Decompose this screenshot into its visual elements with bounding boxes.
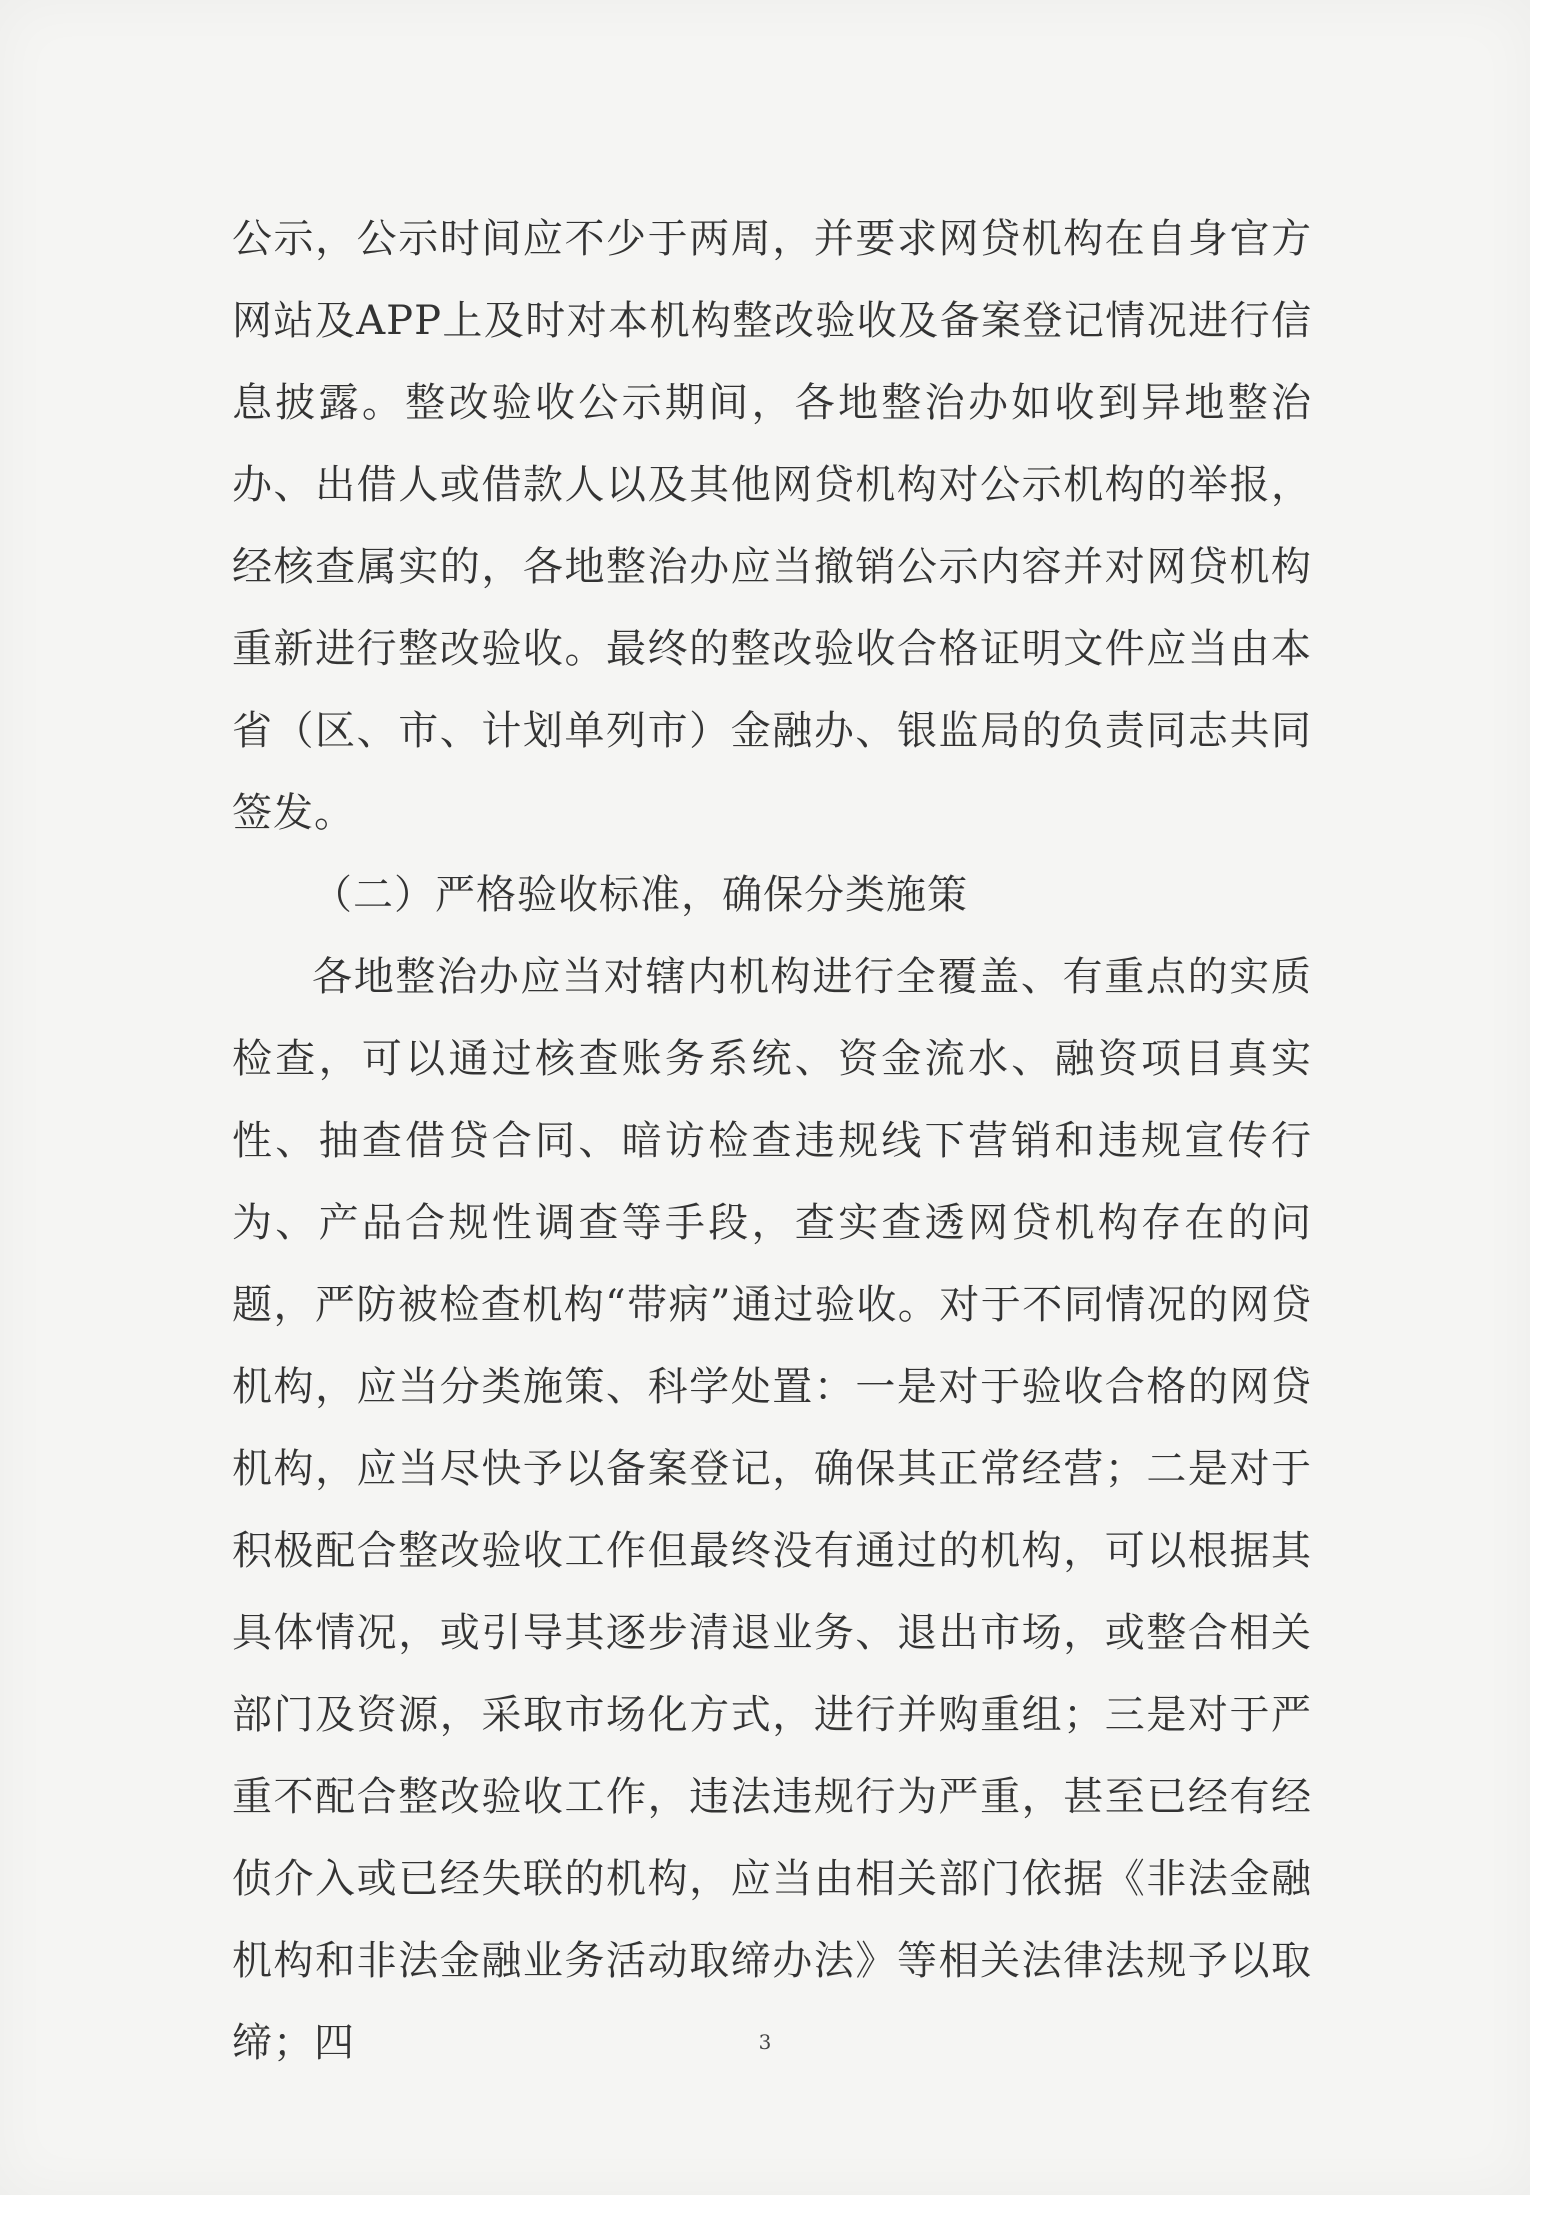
page-number: 3 xyxy=(758,2030,772,2054)
page-margin-right xyxy=(1530,0,1553,2214)
section-body-paragraph: 各地整治办应当对辖内机构进行全覆盖、有重点的实质检查，可以通过核查账务系统、资金流水、融资项目真实性、抽查借贷合同、暗访检查违规线下营销和违规宣传行为、产品合规性调查等手段，查实查透网贷机构存在的问题，严防被检查机构“带病”通过验收。对于不同情况的网贷机构，应当分类施策、科学处置：一是对于验收合格的网贷机构，应当尽快予以备案登记，确保其正常经营；二是对于积极配合整改验收工作但最终没有通过的机构，可以根据其具体情况，或引导其逐步清退业务、退出市场，或整合相关部门及资源，采取市场化方式，进行并购重组；三是对于严重不配合整改验收工作，违法违规行为严重，甚至已经有经侦介入或已经失联的机构，应当由相关部门依据《非法金融机构和非法金融业务活动取缔办法》等相关法律法规予以取缔；四 xyxy=(232,954,1312,2066)
page-margin-bottom xyxy=(0,2195,1553,2214)
section-heading: （二）严格验收标准，确保分类施策 xyxy=(312,872,968,918)
document-body xyxy=(232,198,1312,2084)
continued-paragraph: 公示，公示时间应不少于两周，并要求网贷机构在自身官方网站及APP上及时对本机构整改验收及备案登记情况进行信息披露。整改验收公示期间，各地整治办如收到异地整治办、出借人或借款人以及其他网贷机构对公示机构的举报，经核查属实的，各地整治办应当撤销公示内容并对网贷机构重新进行整改验收。最终的整改验收合格证明文件应当由本省（区、市、计划单列市）金融办、银监局的负责同志共同签发。 xyxy=(232,216,1312,836)
